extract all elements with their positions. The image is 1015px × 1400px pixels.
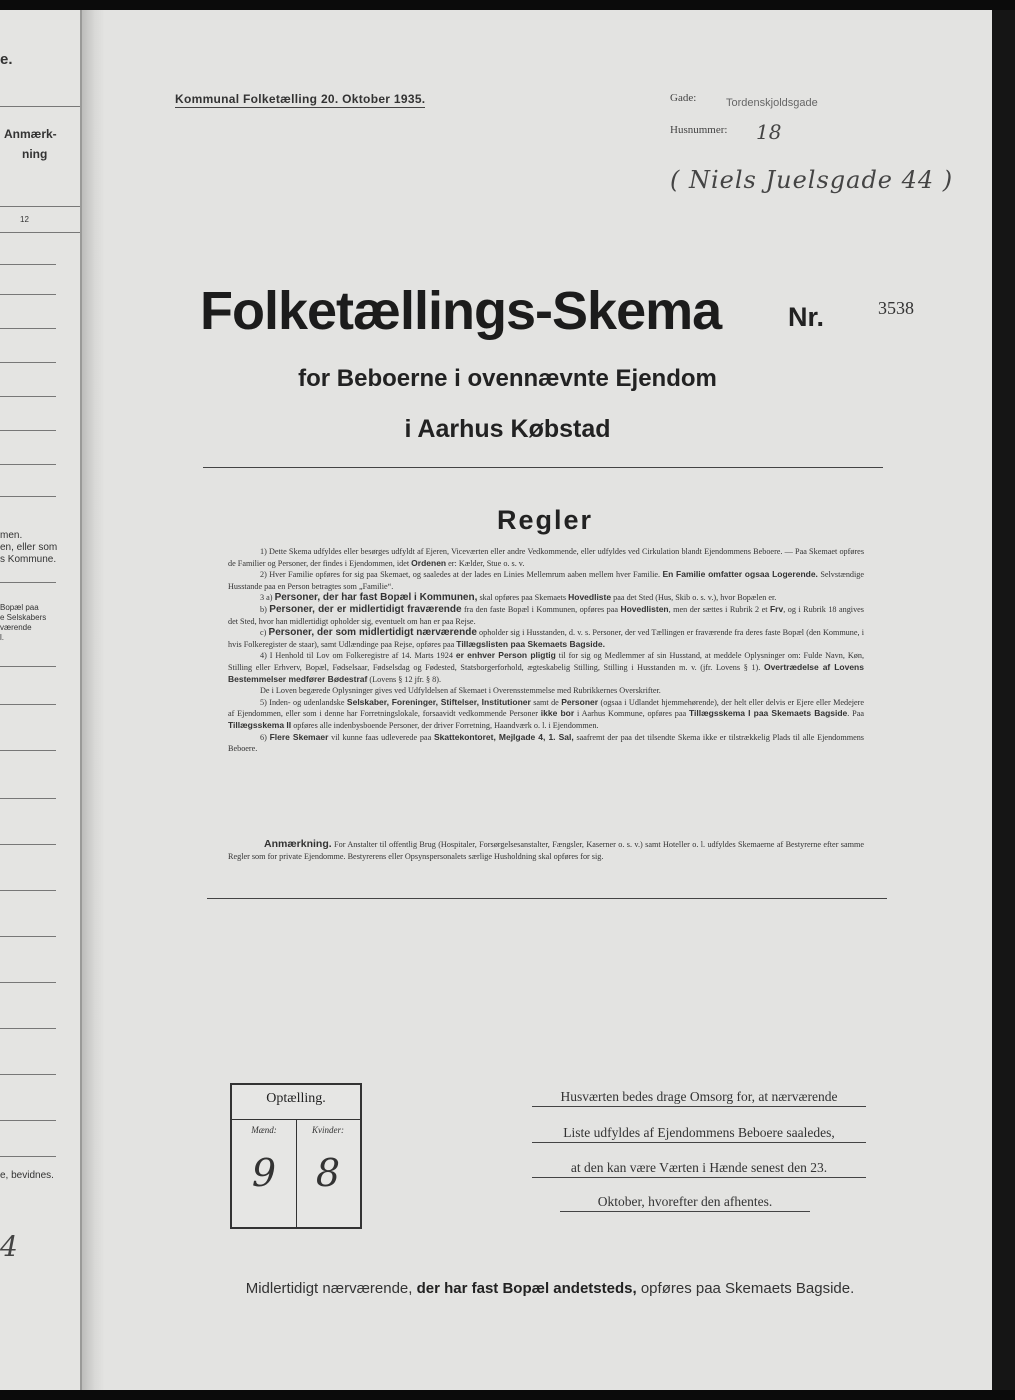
rule-2: 2) Hver Familie opføres for sig paa Skemaet, og saaledes at der lades en Linies Mellemrum aaben mellem hver Familie. En Familie omfatter ogsaa Logerende. Selvstændige Husstande paa en Person betragtes som „Familie“. — [228, 569, 865, 591]
column-heading-fragment: ning — [22, 147, 48, 161]
rule-5: 5) Inden- og udenlandske Selskaber, Foreninger, Stiftelser, Institutioner samt de Personer (ogsaa i Udlandet hjemmehørende), der helt eller delvis er Ejere eller Medejere af Ejendommen, eller som i denne har Forretningslokale, forsaavidt vedkommende Personer ikke bor i Aarhus Kommune, opføres paa Tillægsskema I paa Skemaets Bagside. Paa Tillægsskema II opføres alle indenbysboende Personer, der driver Forretning, Haandværk o. l. i Ejendommen. — [228, 696, 864, 730]
rule-3c: c) Personer, der som midlertidigt nærværende opholder sig i Husstanden, d. v. s. Personer, der ved Tællingen er fraværende fra deres faste Bopæl (den Kommune, i hvis Folkeregister de staar), samt Udlændinge paa Rejse, opføres paa Tillægslisten paa Skemaets Bagside. — [228, 627, 864, 649]
rule-4-continued: De i Loven begærede Oplysninger gives ved Udfyldelsen af Skemaet i Overensstemmelse med Rubrikkernes Overskrifter. — [260, 686, 661, 696]
form-subtitle: for Beboerne i ovennævnte Ejendom — [298, 365, 717, 392]
text-fragment: l. — [0, 633, 4, 642]
previous-page-edge — [0, 10, 82, 1390]
census-title: Kommunal Folketælling 20. Oktober 1935. — [175, 92, 426, 106]
rules-heading: Regler — [496, 505, 594, 535]
women-count: 8 — [315, 1151, 341, 1195]
remark-paragraph — [228, 838, 864, 863]
scan-border — [992, 10, 1015, 1390]
rules-text — [228, 546, 864, 755]
house-number-value: 18 — [756, 120, 782, 144]
notice-line: Husværten bedes drage Omsorg for, at nærværende — [532, 1089, 866, 1107]
handwritten-fragment: 4 — [0, 1230, 18, 1263]
form-serial-number: 3538 — [878, 298, 914, 318]
text-fragment: Bopæl paa — [0, 603, 39, 612]
women-label: Kvinder: — [312, 1125, 344, 1135]
street-value: Tordenskjoldsgade — [726, 97, 818, 109]
text-fragment: værende — [0, 623, 32, 632]
form-subtitle-city: i Aarhus Købstad — [404, 415, 611, 443]
notice-line: Liste udfyldes af Ejendommens Beboere saaledes, — [532, 1125, 866, 1143]
column-heading-fragment: Anmærk- — [4, 127, 57, 141]
form-number-label: Nr. — [788, 302, 825, 332]
house-number-label: Husnummer: — [670, 124, 728, 136]
rule-3b: b) Personer, der er midlertidigt fraværende fra den faste Bopæl i Kommunen, opføres paa Hovedlisten, men der sættes i Rubrik 2 et Frv, og i Rubrik 18 angives det Sted, hvor han midlertidigt opholder sig, eventuelt om han er paa Rejse. — [228, 603, 864, 626]
handwritten-address-note: ( Niels Juelsgade 44 ) — [670, 166, 954, 194]
rule-1: 1) Dette Skema udfyldes eller besørges udfyldt af Ejeren, Viceværten eller andre Vedkommende, eller udfyldes ved Cirkulation blandt Ejendommens Beboere. — Paa Skemaet opføres de Familier og Personer, der findes i Ejendommen, idet Ordenen er: Kælder, Stue o. s. v. — [228, 547, 864, 568]
page-fold — [82, 10, 104, 1390]
count-box — [230, 1083, 362, 1229]
notice-line: Oktober, hvorefter den afhentes. — [560, 1194, 810, 1212]
rule-6: 6) Flere Skemaer vil kunne faas udleverede paa Skattekontoret, Mejlgade 4, 1. Sal, saafremt der paa det tilsendte Skema ikke er tilstrækkelig Plads til alle Ejendommens Beboere. — [228, 731, 864, 754]
form-title: Folketællings-Skema — [200, 281, 722, 341]
men-count: 9 — [251, 1151, 277, 1195]
men-label: Mænd: — [251, 1125, 277, 1135]
text-fragment: e Selskabers — [0, 613, 47, 622]
text-fragment: s Kommune. — [0, 554, 57, 565]
count-title: Optælling. — [266, 1091, 326, 1106]
column-number: 12 — [20, 215, 29, 224]
notice-line: at den kan være Værten i Hænde senest den 23. — [532, 1160, 866, 1178]
text-fragment: en, eller som — [0, 542, 58, 553]
street-label: Gade: — [670, 92, 697, 104]
remark-label: Anmærkning. — [264, 838, 332, 850]
remark-text: For Anstalter til offentlig Brug (Hospitaler, Forsørgelsesanstalter, Fængsler, Kaserner o. s. v.) samt Hoteller o. l. udfyldes Skemaerne af Bestyrerne efter samme Regler som for private Ejendomme. Bestyrerens eller Opsynspersonalets særlige Husholdning skal opføres for sig. — [228, 840, 864, 861]
divider — [207, 898, 887, 899]
rule-3a: 3 a) Personer, der har fast Bopæl i Kommunen, skal opføres paa Skemaets Hovedliste paa det Sted (Hus, Skib o. s. v.), hvor Bopælen er. — [260, 592, 777, 604]
text-fragment: men. — [0, 530, 23, 541]
divider — [203, 467, 883, 468]
text-fragment: e, bevidnes. — [0, 1170, 54, 1181]
rule-4: 4) I Henhold til Lov om Folkeregistre af 14. Marts 1924 er enhver Person pligtig til for sig og Medlemmer af sin Husstand, at meddele Oplysninger om: Fulde Navn, Køn, Stilling eller Erhverv, Bopæl, Fødselsaar, Fødselsdag og Fødested, Statsborgerforhold, ægteskabelig Stilling, Stilling i Husstanden m. v. (jfr. Lovens § 1). Overtrædelse af Lovens Bestemmelser medfører Bødestraf (Lovens § 12 jfr. § 8). — [228, 650, 864, 684]
footer-note: Midlertidigt nærværende, der har fast Bopæl andetsteds, opføres paa Skemaets Bagside. — [245, 1280, 855, 1297]
previous-page-title-fragment: e. — [0, 51, 13, 68]
